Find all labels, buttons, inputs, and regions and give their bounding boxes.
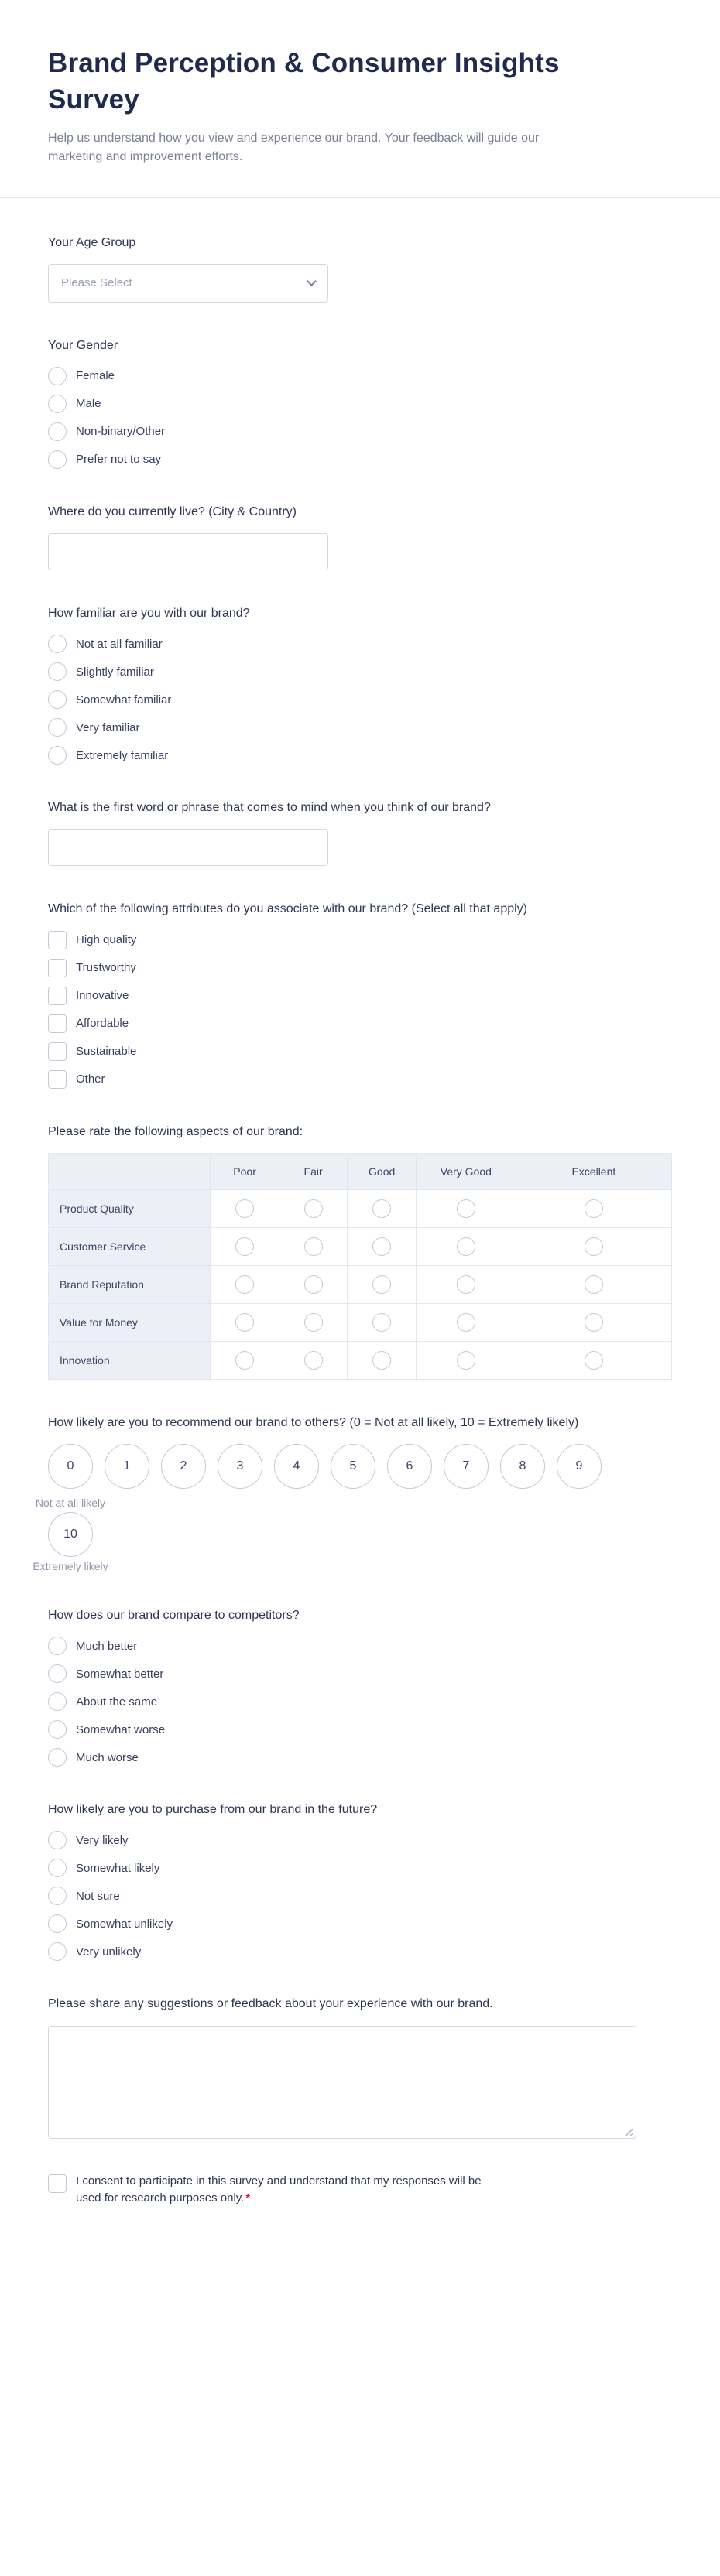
option-label: Not sure (76, 1889, 120, 1903)
chevron-down-icon (307, 276, 317, 286)
checkbox-option[interactable] (48, 931, 672, 949)
question-label: Your Gender (48, 338, 118, 352)
matrix-cell[interactable] (516, 1265, 671, 1303)
radio-button[interactable] (48, 367, 67, 385)
nps-option[interactable]: 9 (557, 1444, 602, 1489)
option-label: Slightly familiar (76, 665, 154, 679)
nps-option[interactable]: 0 (48, 1444, 93, 1489)
question-location (48, 503, 672, 570)
checkbox[interactable] (48, 987, 67, 1005)
survey-form (0, 198, 720, 2254)
radio-button[interactable] (457, 1351, 475, 1370)
location-input[interactable] (48, 533, 328, 570)
radio-button[interactable] (304, 1351, 323, 1370)
radio-button[interactable] (372, 1275, 391, 1294)
option-label: Extremely familiar (76, 748, 169, 762)
radio-button[interactable] (304, 1199, 323, 1218)
radio-option[interactable] (48, 1942, 672, 1961)
radio-button[interactable] (48, 1887, 67, 1905)
option-label: Other (76, 1072, 105, 1086)
question-brand-attributes (48, 900, 672, 1088)
radio-option[interactable] (48, 1914, 672, 1933)
radio-button[interactable] (48, 690, 67, 709)
checkbox-option[interactable] (48, 1042, 672, 1061)
matrix-cell[interactable] (348, 1227, 417, 1265)
option-label: Somewhat better (76, 1667, 164, 1681)
option-label: Somewhat likely (76, 1861, 160, 1875)
radio-button[interactable] (372, 1313, 391, 1332)
question-feedback (48, 1995, 672, 2138)
radio-button[interactable] (48, 1748, 67, 1767)
radio-option[interactable] (48, 1887, 672, 1905)
radio-button[interactable] (48, 662, 67, 681)
radio-button[interactable] (48, 1692, 67, 1711)
radio-option[interactable] (48, 1664, 672, 1683)
checkbox[interactable] (48, 959, 67, 977)
option-label: Sustainable (76, 1045, 137, 1059)
question-label: Your Age Group (48, 235, 136, 249)
matrix-cell[interactable] (516, 1303, 671, 1341)
matrix-column-header: Very Good (416, 1153, 516, 1189)
radio-option[interactable] (48, 635, 672, 653)
select-placeholder: Please Select (61, 276, 132, 290)
question-label: How likely are you to purchase from our brand in the future? (48, 1803, 378, 1817)
radio-button[interactable] (48, 422, 67, 441)
option-label: Somewhat unlikely (76, 1917, 173, 1931)
radio-button[interactable] (585, 1275, 603, 1294)
required-asterisk: * (245, 2191, 251, 2205)
nps-min-label: Not at all likely (35, 1497, 106, 1509)
matrix-row-label: Brand Reputation (49, 1265, 211, 1303)
matrix-cell[interactable] (348, 1265, 417, 1303)
age-group-select[interactable] (48, 264, 328, 303)
question-label: Please share any suggestions or feedback about your experience with our brand. (48, 1997, 493, 2011)
radio-button[interactable] (235, 1237, 254, 1256)
checkbox[interactable] (48, 1070, 67, 1089)
survey-header (0, 0, 720, 197)
matrix-cell[interactable] (516, 1189, 671, 1227)
feedback-textarea[interactable] (48, 2026, 636, 2139)
radio-button[interactable] (235, 1275, 254, 1294)
checkbox[interactable] (48, 1042, 67, 1061)
survey-description: Help us understand how you view and experience our brand. Your feedback will guide our marketing and improvement efforts. (48, 131, 540, 163)
radio-option[interactable] (48, 1637, 672, 1655)
radio-option[interactable] (48, 422, 672, 441)
nps-option[interactable]: 7 (444, 1444, 489, 1489)
radio-option[interactable] (48, 1692, 672, 1711)
radio-option[interactable] (48, 395, 672, 413)
matrix-row-label: Product Quality (49, 1189, 211, 1227)
radio-option[interactable] (48, 690, 672, 709)
nps-scale (48, 1444, 672, 1489)
matrix-cell[interactable] (416, 1303, 516, 1341)
matrix-cell[interactable] (279, 1189, 348, 1227)
matrix-cell[interactable] (279, 1227, 348, 1265)
radio-button[interactable] (585, 1351, 603, 1370)
nps-max-label: Extremely likely (33, 1560, 108, 1572)
matrix-cell[interactable] (416, 1227, 516, 1265)
checkbox[interactable] (48, 1014, 67, 1033)
checkbox[interactable] (48, 931, 67, 949)
radio-button[interactable] (48, 1859, 67, 1877)
matrix-cell[interactable] (516, 1341, 671, 1379)
matrix-cell[interactable] (416, 1189, 516, 1227)
radio-option[interactable] (48, 662, 672, 681)
matrix-cell[interactable] (416, 1265, 516, 1303)
radio-button[interactable] (585, 1199, 603, 1218)
option-label: High quality (76, 933, 137, 947)
rating-matrix (48, 1153, 672, 1380)
radio-button[interactable] (457, 1313, 475, 1332)
option-label: Female (76, 369, 115, 383)
option-label: Somewhat familiar (76, 693, 172, 706)
matrix-cell[interactable] (348, 1189, 417, 1227)
consent-text: I consent to participate in this survey and understand that my responses will be used for research purposes only. (76, 2174, 482, 2205)
question-age-group (48, 234, 672, 303)
radio-button[interactable] (585, 1237, 603, 1256)
question-label: How does our brand compare to competitors? (48, 1609, 300, 1622)
nps-option[interactable]: 8 (500, 1444, 545, 1489)
matrix-row (49, 1227, 672, 1265)
matrix-row (49, 1341, 672, 1379)
radio-button[interactable] (48, 1942, 67, 1961)
radio-button[interactable] (48, 1831, 67, 1849)
checkbox-option[interactable] (48, 1014, 672, 1033)
checkbox-option[interactable] (48, 987, 672, 1005)
consent-checkbox[interactable] (48, 2174, 67, 2193)
question-label: How likely are you to recommend our brand to others? (0 = Not at all likely, 10 = Extremely likely) (48, 1415, 579, 1429)
option-label: Affordable (76, 1017, 129, 1031)
radio-button[interactable] (48, 1664, 67, 1683)
matrix-corner-cell (49, 1153, 211, 1189)
question-gender (48, 337, 672, 469)
radio-button[interactable] (48, 1720, 67, 1739)
radio-button[interactable] (48, 746, 67, 765)
option-label: Non-binary/Other (76, 425, 166, 439)
question-nps (33, 1414, 672, 1572)
option-label: Trustworthy (76, 961, 136, 975)
radio-option[interactable] (48, 367, 672, 385)
radio-button[interactable] (304, 1313, 323, 1332)
nps-option[interactable]: 1 (105, 1444, 149, 1489)
question-competitor-comparison (48, 1606, 672, 1767)
nps-option[interactable]: 5 (331, 1444, 375, 1489)
checkbox-option[interactable] (48, 1070, 672, 1089)
first-word-input[interactable] (48, 829, 328, 866)
radio-button[interactable] (48, 718, 67, 737)
nps-option[interactable]: 2 (161, 1444, 206, 1489)
question-label: Where do you currently live? (City & Country) (48, 505, 297, 518)
matrix-cell[interactable] (348, 1303, 417, 1341)
radio-option[interactable] (48, 1859, 672, 1877)
matrix-row-label: Value for Money (49, 1303, 211, 1341)
radio-button[interactable] (304, 1275, 323, 1294)
radio-button[interactable] (372, 1351, 391, 1370)
nps-option[interactable]: 4 (274, 1444, 319, 1489)
option-label: Very likely (76, 1833, 129, 1847)
radio-button[interactable] (48, 395, 67, 413)
option-label: Prefer not to say (76, 453, 162, 467)
matrix-cell[interactable] (211, 1265, 279, 1303)
radio-button[interactable] (48, 635, 67, 653)
feedback-textarea-wrap (48, 2026, 636, 2139)
matrix-cell[interactable] (279, 1341, 348, 1379)
nps-option[interactable]: 10 (48, 1512, 93, 1557)
radio-button[interactable] (48, 450, 67, 469)
radio-button[interactable] (235, 1351, 254, 1370)
matrix-row (49, 1189, 672, 1227)
radio-button[interactable] (457, 1275, 475, 1294)
matrix-cell[interactable] (211, 1189, 279, 1227)
option-label: Very familiar (76, 720, 140, 734)
radio-button[interactable] (585, 1313, 603, 1332)
question-brand-ratings (48, 1123, 672, 1380)
matrix-cell[interactable] (279, 1303, 348, 1341)
nps-option[interactable]: 6 (387, 1444, 432, 1489)
radio-button[interactable] (304, 1237, 323, 1256)
radio-option[interactable] (48, 450, 672, 469)
radio-button[interactable] (235, 1313, 254, 1332)
matrix-column-header: Fair (279, 1153, 348, 1189)
checkbox-option[interactable] (48, 959, 672, 977)
option-label: Not at all familiar (76, 637, 163, 651)
question-label: How familiar are you with our brand? (48, 607, 250, 621)
radio-button[interactable] (235, 1199, 254, 1218)
radio-option[interactable] (48, 1831, 672, 1849)
radio-button[interactable] (48, 1914, 67, 1933)
question-label: What is the first word or phrase that comes to mind when you think of our brand? (48, 801, 491, 815)
radio-button[interactable] (457, 1237, 475, 1256)
question-label: Please rate the following aspects of our brand: (48, 1124, 303, 1138)
option-label: Much better (76, 1639, 138, 1653)
option-label: Very unlikely (76, 1945, 142, 1959)
option-label: Innovative (76, 989, 129, 1003)
radio-option[interactable] (48, 1748, 672, 1767)
radio-option[interactable] (48, 718, 672, 737)
radio-option[interactable] (48, 1720, 672, 1739)
matrix-cell[interactable] (416, 1341, 516, 1379)
matrix-row (49, 1303, 672, 1341)
nps-option[interactable]: 3 (218, 1444, 262, 1489)
matrix-cell[interactable] (348, 1341, 417, 1379)
option-label: About the same (76, 1695, 158, 1709)
radio-button[interactable] (48, 1637, 67, 1655)
option-label: Male (76, 397, 101, 411)
question-brand-familiarity (48, 604, 672, 765)
matrix-cell[interactable] (211, 1303, 279, 1341)
question-first-word (48, 799, 672, 866)
radio-button[interactable] (457, 1199, 475, 1218)
radio-option[interactable] (48, 746, 672, 765)
matrix-cell[interactable] (516, 1227, 671, 1265)
matrix-row (49, 1265, 672, 1303)
matrix-row-label: Innovation (49, 1341, 211, 1379)
matrix-cell[interactable] (211, 1341, 279, 1379)
nps-scale-overflow (48, 1512, 672, 1557)
question-label: Which of the following attributes do you associate with our brand? (Select all that apply) (48, 902, 527, 916)
option-label: Somewhat worse (76, 1722, 166, 1736)
question-purchase-likelihood (48, 1801, 672, 1961)
matrix-header-row (49, 1153, 672, 1189)
matrix-column-header: Poor (211, 1153, 279, 1189)
survey-title: Brand Perception & Consumer Insights Survey (48, 48, 560, 115)
question-consent[interactable] (48, 2173, 672, 2208)
matrix-column-header: Good (348, 1153, 417, 1189)
matrix-column-header: Excellent (516, 1153, 671, 1189)
option-label: Much worse (76, 1750, 139, 1764)
radio-button[interactable] (372, 1199, 391, 1218)
resize-handle-icon[interactable] (625, 2127, 633, 2136)
matrix-cell[interactable] (211, 1227, 279, 1265)
consent-label (76, 2173, 509, 2208)
matrix-row-label: Customer Service (49, 1227, 211, 1265)
radio-button[interactable] (372, 1237, 391, 1256)
matrix-cell[interactable] (279, 1265, 348, 1303)
